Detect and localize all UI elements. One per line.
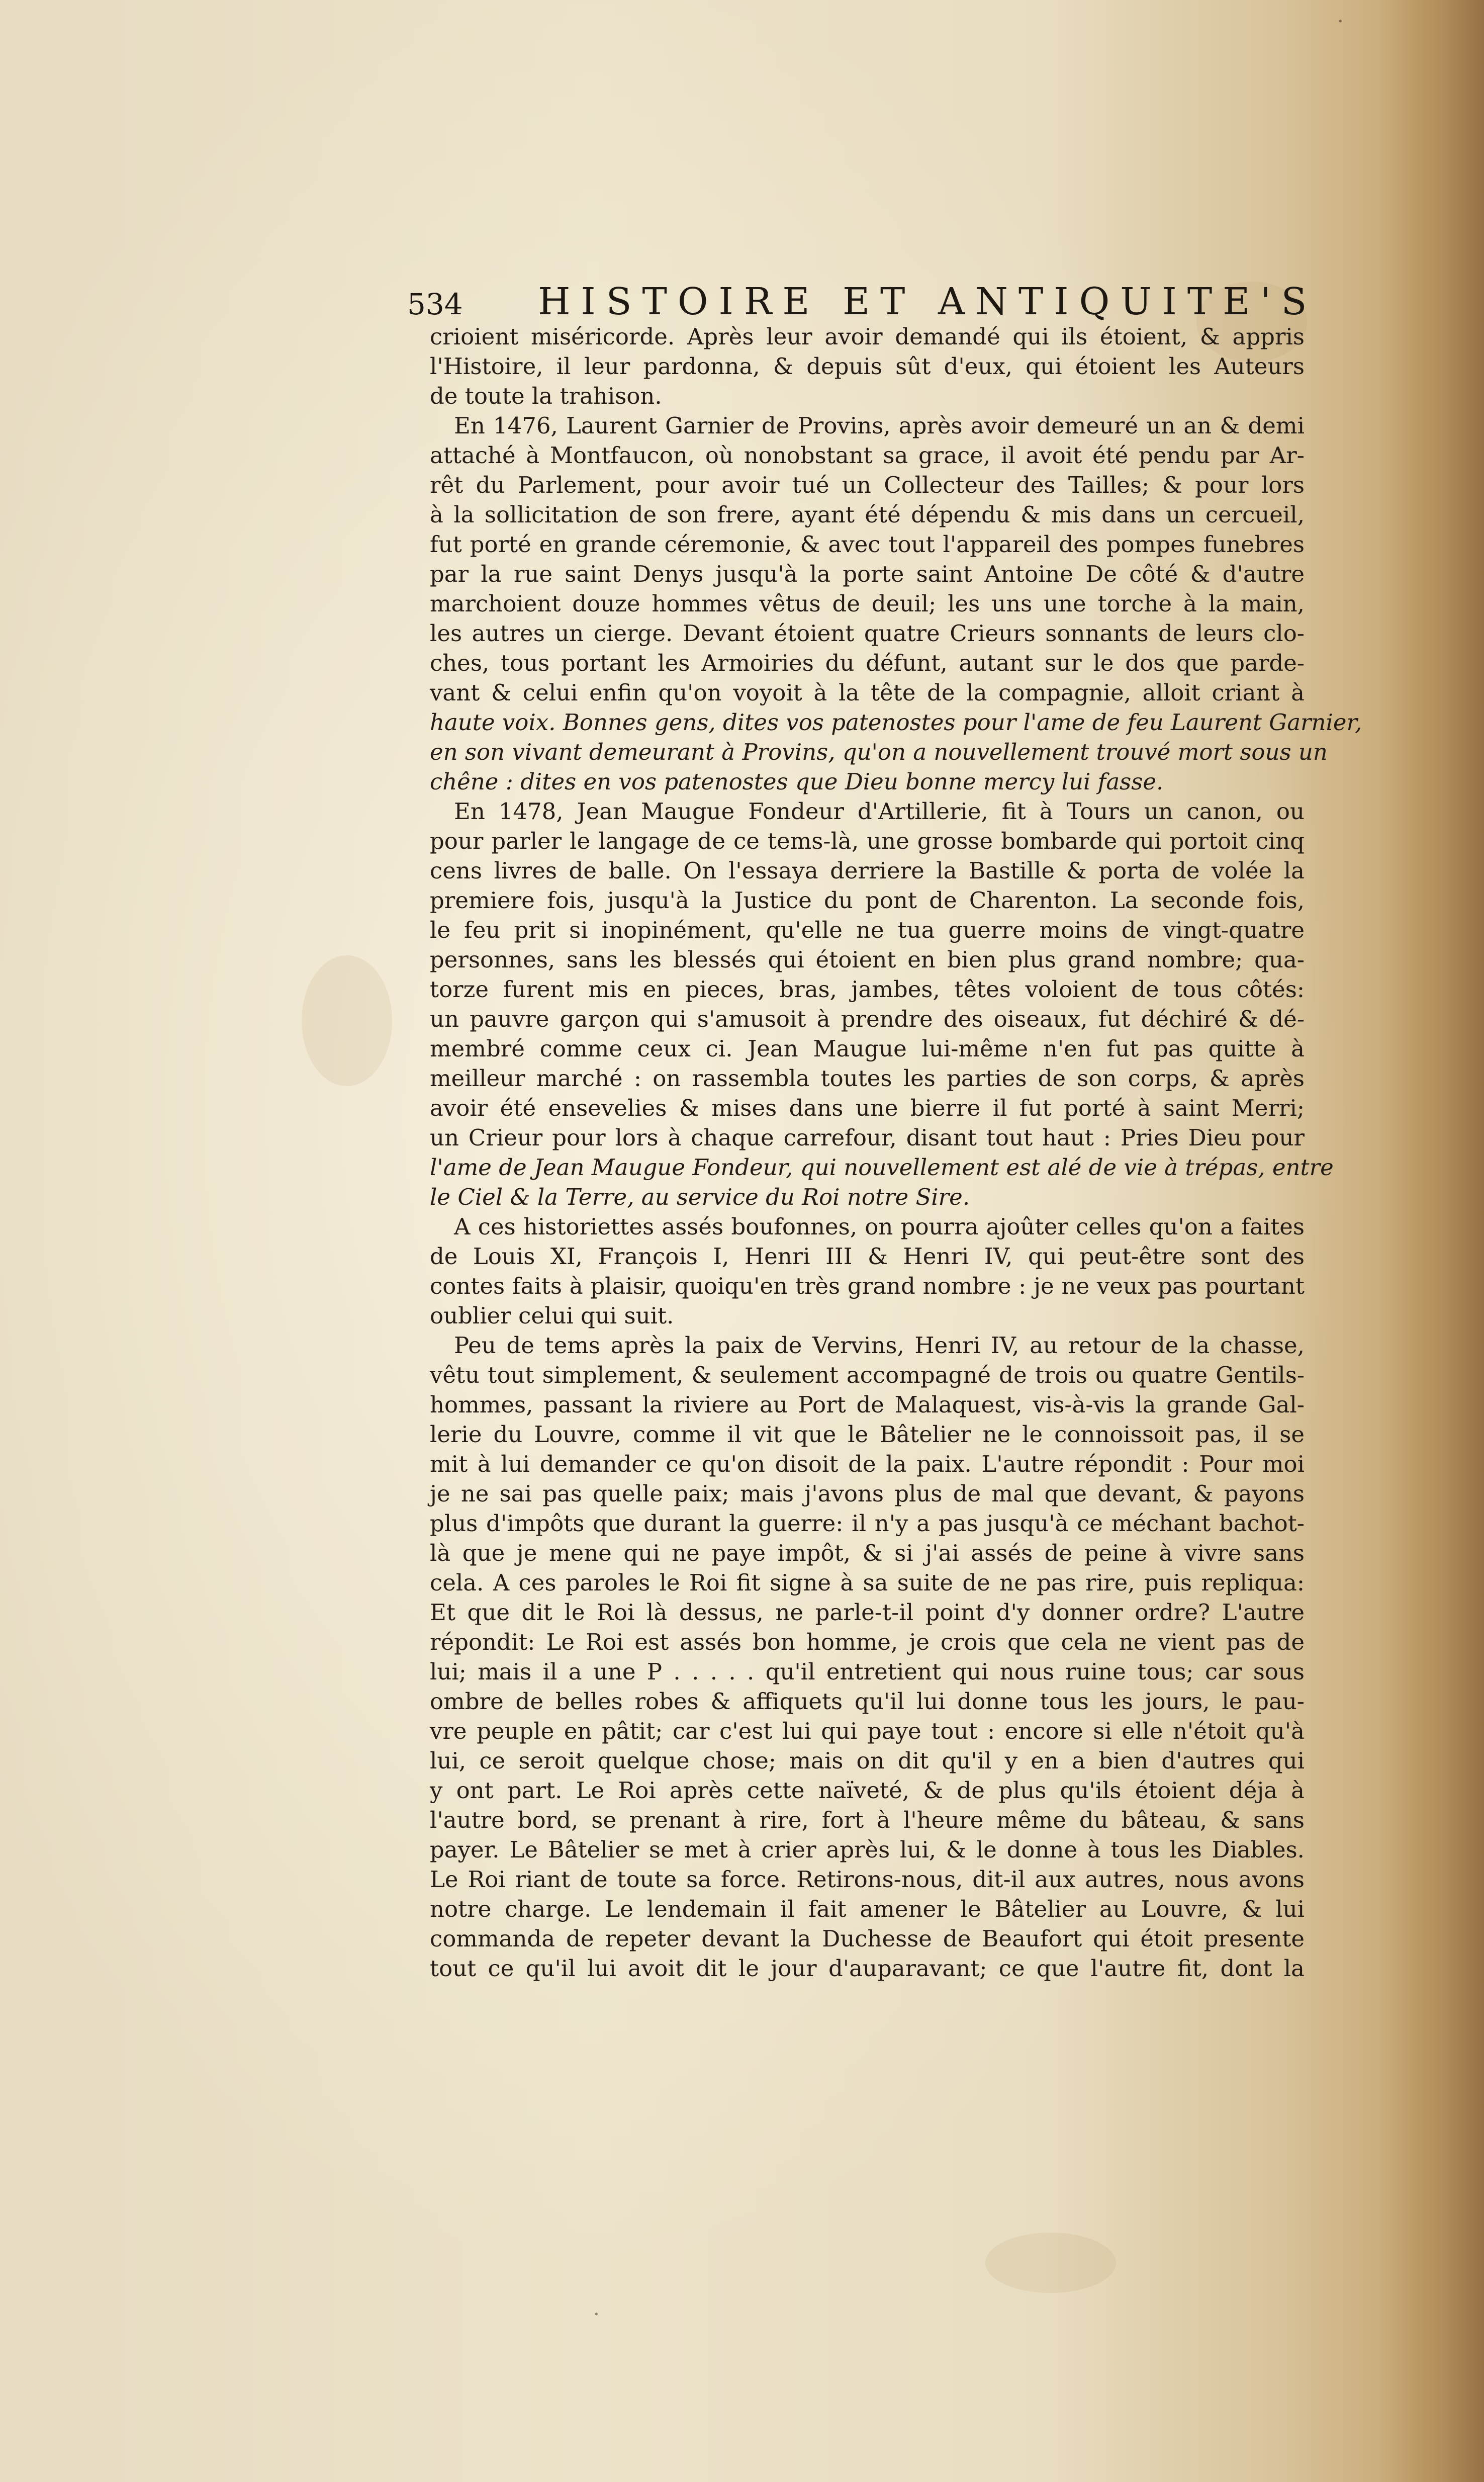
text-line: notre charge. Le lendemain il fait amener le Bâtelier au Louvre, & lui — [430, 1896, 1305, 1922]
page-header — [407, 276, 1318, 326]
text-line: mit à lui demander ce qu'on disoit de la paix. L'autre répondit : Pour moi — [430, 1451, 1305, 1477]
text-line: en son vivant demeurant à Provins, qu'on a nouvellement trouvé mort sous un — [430, 739, 1328, 765]
text-line: vêtu tout simplement, & seulement accompagné de trois ou quatre Gentils- — [430, 1362, 1305, 1388]
margin-speck: · — [1337, 10, 1344, 33]
text-line: par la rue saint Denys jusqu'à la porte saint Antoine De côté & d'autre — [430, 561, 1305, 587]
text-line: cens livres de balle. On l'essaya derriere la Bastille & porta de volée la — [430, 857, 1305, 884]
text-line: En 1476, Laurent Garnier de Provins, après avoir demeuré un an & demi — [454, 412, 1305, 439]
text-line: commanda de repeter devant la Duchesse de Beaufort qui étoit presente — [430, 1925, 1305, 1952]
text-line: marchoient douze hommes vêtus de deuil; les uns une torche à la main, — [430, 590, 1305, 617]
text-line: fut porté en grande céremonie, & avec tout l'appareil des pompes funebres — [430, 531, 1305, 558]
text-line: l'ame de Jean Maugue Fondeur, qui nouvellement est alé de vie à trépas, entre — [430, 1154, 1334, 1181]
text-line: là que je mene qui ne paye impôt, & si j'ai assés de peine à vivre sans — [430, 1540, 1305, 1566]
margin-speck: · — [593, 2303, 600, 2326]
text-line: lui, ce seroit quelque chose; mais on dit qu'il y en a bien d'autres qui — [430, 1747, 1305, 1774]
text-line: meilleur marché : on rassembla toutes les parties de son corps, & après — [430, 1065, 1305, 1092]
text-line: payer. Le Bâtelier se met à crier après lui, & le donne à tous les Diables. — [430, 1836, 1305, 1863]
text-line: vant & celui enfin qu'on voyoit à la tête de la compagnie, alloit criant à — [430, 679, 1305, 706]
text-line: cela. A ces paroles le Roi fit signe à sa suite de ne pas rire, puis repliqua: — [430, 1569, 1305, 1596]
text-line: je ne sai pas quelle paix; mais j'avons plus de mal que devant, & payons — [430, 1480, 1305, 1507]
text-line: Peu de tems après la paix de Vervins, Henri IV, au retour de la chasse, — [454, 1332, 1305, 1359]
text-line: Et que dit le Roi là dessus, ne parle-t-il point d'y donner ordre? L'autre — [430, 1599, 1305, 1626]
text-line: attaché à Montfaucon, où nonobstant sa grace, il avoit été pendu par Ar- — [430, 442, 1305, 469]
text-line: de Louis XI, François I, Henri III & Henri IV, qui peut-être sont des — [430, 1243, 1305, 1270]
text-line: les autres un cierge. Devant étoient quatre Crieurs sonnants de leurs clo- — [430, 620, 1305, 647]
text-line: Le Roi riant de toute sa force. Retirons-nous, dit-il aux autres, nous avons — [430, 1866, 1305, 1893]
text-line: personnes, sans les blessés qui étoient en bien plus grand nombre; qua- — [430, 946, 1305, 973]
text-line: tout ce qu'il lui avoit dit le jour d'auparavant; ce que l'autre fit, dont la — [430, 1955, 1305, 1982]
text-line: rêt du Parlement, pour avoir tué un Collecteur des Tailles; & pour lors — [430, 472, 1305, 498]
text-line: lui; mais il a une P . . . . . qu'il entretient qui nous ruine tous; car sous — [430, 1658, 1305, 1685]
text-line: A ces historiettes assés boufonnes, on pourra ajoûter celles qu'on a faites — [454, 1213, 1305, 1240]
text-line: ches, tous portant les Armoiries du défunt, autant sur le dos que parde- — [430, 650, 1305, 676]
text-line: vre peuple en pâtit; car c'est lui qui paye tout : encore si elle n'étoit qu'à — [430, 1718, 1305, 1744]
text-line: répondit: Le Roi est assés bon homme, je crois que cela ne vient pas de — [430, 1629, 1305, 1655]
text-line: chêne : dites en vos patenostes que Dieu bonne mercy lui fasse. — [430, 768, 1164, 795]
text-line: premiere fois, jusqu'à la Justice du pont de Charenton. La seconde fois, — [430, 887, 1305, 914]
text-line: plus d'impôts que durant la guerre: il n'y a pas jusqu'à ce méchant bachot- — [430, 1510, 1305, 1537]
body-text — [430, 322, 1362, 1983]
text-line: y ont part. Le Roi après cette naïveté, & de plus qu'ils étoient déja à — [430, 1777, 1305, 1804]
text-line: torze furent mis en pieces, bras, jambes, têtes voloient de tous côtés: — [430, 976, 1305, 1003]
page-gutter-shadow — [1378, 0, 1484, 2482]
paper-stain — [985, 2233, 1116, 2293]
running-head: HISTOIRE ET ANTIQUITE'S — [538, 280, 1318, 323]
text-line: ombre de belles robes & affiquets qu'il lui donne tous les jours, le pau- — [430, 1688, 1305, 1715]
text-line: de toute la trahison. — [430, 383, 662, 409]
text-line: oublier celui qui suit. — [430, 1302, 674, 1329]
page-number: 534 — [407, 287, 463, 321]
text-line: avoir été ensevelies & mises dans une bierre il fut porté à saint Merri; — [430, 1095, 1305, 1121]
text-line: le Ciel & la Terre, au service du Roi notre Sire. — [430, 1184, 970, 1210]
text-line: hommes, passant la riviere au Port de Malaquest, vis-à-vis la grande Gal- — [430, 1391, 1305, 1418]
text-line: haute voix. Bonnes gens, dites vos patenostes pour l'ame de feu Laurent Garnier, — [430, 709, 1362, 736]
text-line: l'autre bord, se prenant à rire, fort à l'heure même du bâteau, & sans — [430, 1807, 1305, 1833]
paper-stain — [302, 955, 392, 1086]
text-line: lerie du Louvre, comme il vit que le Bâtelier ne le connoissoit pas, il se — [430, 1421, 1305, 1448]
text-line: membré comme ceux ci. Jean Maugue lui-même n'en fut pas quitte à — [430, 1035, 1305, 1062]
text-line: contes faits à plaisir, quoiqu'en très grand nombre : je ne veux pas pourtant — [430, 1273, 1305, 1299]
text-line: un Crieur pour lors à chaque carrefour, disant tout haut : Pries Dieu pour — [430, 1124, 1305, 1151]
text-line: l'Histoire, il leur pardonna, & depuis sût d'eux, qui étoient les Auteurs — [430, 353, 1305, 380]
text-line: à la sollicitation de son frere, ayant été dépendu & mis dans un cercueil, — [430, 501, 1305, 528]
text-line: pour parler le langage de ce tems-là, une grosse bombarde qui portoit cinq — [430, 828, 1305, 854]
text-line: crioient miséricorde. Après leur avoir demandé qui ils étoient, & appris — [430, 323, 1305, 350]
text-line: un pauvre garçon qui s'amusoit à prendre des oiseaux, fut déchiré & dé- — [430, 1006, 1305, 1032]
text-line: le feu prit si inopinément, qu'elle ne tua guerre moins de vingt-quatre — [430, 917, 1305, 943]
text-line: En 1478, Jean Maugue Fondeur d'Artillerie, fit à Tours un canon, ou — [454, 798, 1305, 825]
